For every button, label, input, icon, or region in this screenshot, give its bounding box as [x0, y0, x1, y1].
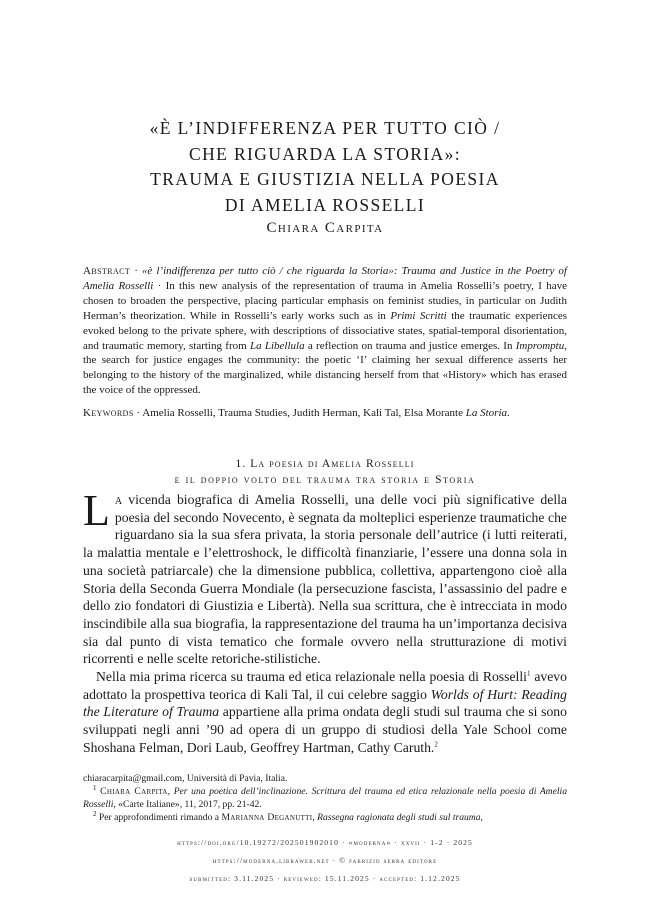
abstract-text: , the search for justice engages the community: the poetic ‘I’ claiming her sexual difference asserts her belonging to the history of the marginalized, while distancing herself from that «History» which has erased the voice of the oppressed. [83, 339, 567, 397]
work-title: Impromptu [515, 339, 565, 352]
abstract-text: a reflection on trauma and justice emerges. In [304, 339, 516, 352]
keywords-label: Keywords [83, 407, 134, 419]
paragraph [83, 486, 567, 668]
abstract-separator: · [130, 265, 142, 277]
footnote-ref[interactable]: 2 [434, 740, 438, 749]
abstract [83, 264, 567, 398]
keywords-text: · Amelia Rosselli, Trauma Studies, Judith Herman, Kali Tal, Elsa Morante [133, 407, 466, 419]
keywords-end: . [507, 407, 510, 419]
abstract-title: «è l’indifferenza per tutto ciò / che riguarda la Storia»: Trauma and Justice in the Poetry of Amelia Rosselli [83, 265, 567, 292]
abstract-label: Abstract [83, 265, 131, 277]
footer-dates-line: submitted: 3.11.2025 · reviewed: 15.11.2025 · accepted: 1.12.2025 [189, 874, 461, 883]
footnote [83, 811, 567, 824]
footnote-text: , «Carte Italiane», 11, 2017, pp. 21-42. [113, 799, 262, 810]
footnote-sep: , [312, 812, 318, 823]
footer-doi-line[interactable]: https://doi.org/10.19272/202501902010 · «moderna» · xxvii · 1-2 · 2025 [177, 838, 473, 847]
section-heading-line: e il doppio volto del trauma tra storia e Storia [174, 474, 476, 486]
article-title [80, 116, 570, 218]
small-cap-text: a [114, 492, 123, 507]
footnote-title: Rassegna ragionata degli studi sul trauma, [317, 812, 483, 823]
footnote-mark: 2 [93, 809, 97, 818]
author-name: Chiara Carpita [266, 220, 384, 236]
title-line: CHE RIGUARDA LA STORIA»: [189, 143, 461, 164]
work-title: La Storia [465, 407, 508, 419]
footnote-ref[interactable]: 1 [526, 669, 531, 678]
footer-publisher-line[interactable]: https://moderna.libraweb.net · © fabrizio serra editore [212, 856, 438, 865]
footnote-text: Per approfondimenti rimando a [96, 812, 222, 823]
footnotes [83, 772, 567, 824]
footnote-author: Marianna Deganutti [221, 812, 313, 823]
paragraph [83, 668, 567, 757]
keywords [83, 406, 567, 421]
work-title: Primi Scritti [390, 309, 447, 322]
drop-cap: L [83, 486, 110, 535]
title-line: «È L’INDIFFERENZA PER TUTTO CIÒ / [149, 118, 501, 138]
abstract-text: the traumatic experiences evoked belong to the private sphere, with descriptions of dissociative states, spatial-temporal disorientation, and traumatic memory, starting from [83, 309, 567, 352]
paragraph-text: vicenda biografica di Amelia Rosselli, una delle voci più significative della poesia del secondo Novecento, è segnata da molteplici esperienze traumatiche che riguardano sia la sua sfera privata, la storia personale dell’autrice (i lutti reiterati, la malattia mentale e l’elettroshock, le difficoltà finanziarie, l’essere una donna sola in una società patriarcale) che la dimensione pubblica, collettiva, appartengono cioè alla Storia della Seconda Guerra Mondiale (la persecuzione fascista, l’assassinio del padre e dello zio fondatori di Giustizia e Libertà). Nella sua scrittura, che è intrecciata in modo inscindibile alla sua biografia, la rappresentazione del trauma ha un’importanza decisiva sia dal punto di vista tematico che formale ovvero nella strutturazione di motivi ricorrenti e nelle scelte retoriche-stilistiche. [83, 492, 567, 667]
footnote-sep: , [167, 786, 174, 797]
work-title: Worlds of Hurt: Reading the Literature of Trauma [83, 686, 567, 720]
title-line: TRAUMA E GIUSTIZIA NELLA POESIA [150, 169, 500, 189]
section-heading-line: 1. La poesia di Amelia Rosselli [235, 458, 415, 470]
author-contact: chiaracarpita@gmail.com, Università di Pavia, Italia. [83, 773, 288, 784]
footnote [83, 785, 567, 811]
body-text [83, 486, 567, 757]
footnote-author: Chiara Carpita [100, 786, 168, 797]
work-title: La Libellula [249, 339, 305, 352]
section-heading [0, 456, 650, 488]
paragraph-text: Nella mia prima ricerca su trauma ed etica relazionale nella poesia di Rosselli [96, 669, 527, 685]
abstract-text: · In this new analysis of the representation of trauma in Amelia Rosselli’s poetry, I have chosen to broaden the perspective, placing particular emphasis on feminist studies, in particular on Judith Herman’s theorization. While in Rosselli’s early works such as in [83, 279, 567, 322]
paragraph-text: appartiene alla prima ondata degli studi sul trauma che si sono sviluppati negli anni ’90 ad opera di un gruppo di studiosi della Yale School come Shoshana Felman, Dori Laub, Geoffrey Hartman, Cathy Caruth. [83, 704, 567, 755]
footnote-mark: 1 [93, 783, 97, 792]
title-line: DI AMELIA ROSSELLI [224, 194, 426, 215]
paragraph-text: avevo adottato la prospettiva teorica di Kali Tal, il cui celebre saggio [83, 669, 567, 702]
footnote-title: Per una poetica dell’inclinazione. Scrittura del trauma ed etica relazionale nella poesia di Amelia Rosselli [83, 786, 567, 810]
